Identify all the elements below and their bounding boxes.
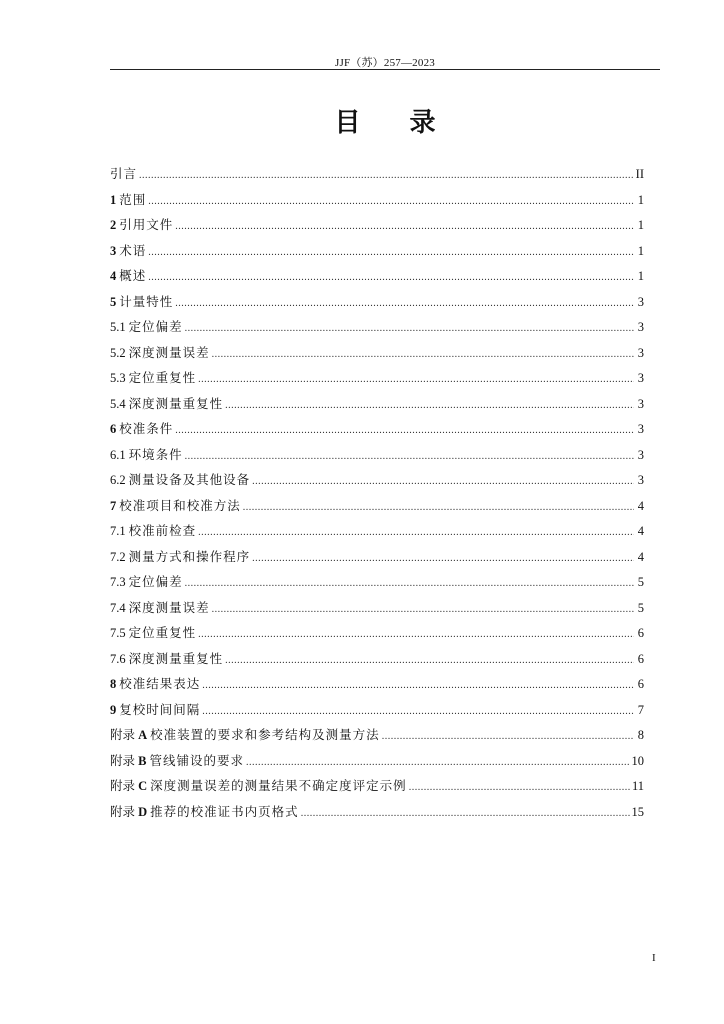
toc-entry[interactable] bbox=[110, 420, 644, 446]
toc-dot-leader bbox=[252, 550, 634, 568]
toc-dot-leader bbox=[175, 218, 634, 236]
toc-dot-leader bbox=[225, 652, 634, 670]
toc-entry[interactable] bbox=[110, 216, 644, 242]
toc-entry[interactable] bbox=[110, 471, 644, 497]
toc-entry-number: 6.2 bbox=[110, 473, 126, 487]
toc-entry-title: 深度测量误差 bbox=[128, 600, 210, 615]
toc-entry[interactable] bbox=[110, 318, 644, 344]
toc-entry[interactable] bbox=[110, 599, 644, 625]
page-title: 目 录 bbox=[334, 108, 456, 138]
toc-entry-title: 校准前检查 bbox=[128, 524, 197, 538]
toc-entry-number: 8 bbox=[110, 677, 117, 691]
toc-entry[interactable] bbox=[110, 369, 644, 395]
toc-entry-title: 深度测量重复性 bbox=[128, 396, 224, 411]
table-of-contents bbox=[110, 165, 644, 828]
toc-entry[interactable] bbox=[110, 803, 644, 829]
toc-entry-title: 计量特性 bbox=[119, 294, 174, 309]
toc-entry-number: 5.3 bbox=[110, 371, 126, 385]
toc-entry-number: 7.1 bbox=[110, 524, 126, 538]
toc-entry-page: 3 bbox=[637, 345, 644, 360]
toc-dot-leader bbox=[301, 805, 630, 823]
toc-entry[interactable] bbox=[110, 573, 644, 599]
toc-entry[interactable] bbox=[110, 675, 644, 701]
toc-entry-number: 4 bbox=[110, 269, 117, 283]
toc-entry-title: 深度测量误差的测量结果不确定度评定示例 bbox=[150, 779, 407, 793]
toc-entry[interactable] bbox=[110, 497, 644, 523]
toc-entry-page: II bbox=[635, 167, 644, 181]
toc-entry[interactable] bbox=[110, 395, 644, 421]
toc-dot-leader bbox=[252, 473, 634, 491]
toc-entry-page: 5 bbox=[637, 600, 644, 615]
toc-entry-number: 6 bbox=[110, 422, 117, 436]
toc-entry-page: 1 bbox=[637, 269, 644, 283]
toc-entry-page: 6 bbox=[637, 626, 644, 640]
toc-entry-number: 5 bbox=[110, 294, 117, 309]
toc-entry-page: 7 bbox=[637, 702, 644, 717]
toc-entry[interactable] bbox=[110, 165, 644, 191]
toc-entry-title: 深度测量误差 bbox=[128, 345, 210, 360]
toc-entry[interactable] bbox=[110, 267, 644, 293]
toc-entry-page: 4 bbox=[637, 498, 644, 513]
toc-entry-page: 3 bbox=[637, 294, 644, 309]
toc-entry-number: 7.4 bbox=[110, 600, 126, 615]
toc-entry[interactable] bbox=[110, 242, 644, 268]
toc-entry-page: 3 bbox=[637, 422, 644, 436]
toc-entry-title: 测量设备及其他设备 bbox=[128, 473, 251, 487]
toc-dot-leader bbox=[409, 779, 630, 797]
toc-entry-number: 3 bbox=[110, 243, 117, 258]
toc-entry-page: 1 bbox=[637, 243, 644, 258]
toc-entry[interactable] bbox=[110, 650, 644, 676]
toc-entry-page: 11 bbox=[631, 779, 644, 793]
toc-entry[interactable] bbox=[110, 624, 644, 650]
toc-entry-title: 管线铺设的要求 bbox=[149, 753, 244, 768]
toc-entry-page: 3 bbox=[637, 473, 644, 487]
toc-entry-number: 6.1 bbox=[110, 447, 126, 462]
toc-entry[interactable] bbox=[110, 752, 644, 778]
toc-entry[interactable] bbox=[110, 446, 644, 472]
toc-entry[interactable] bbox=[110, 293, 644, 319]
toc-entry-title: 测量方式和操作程序 bbox=[128, 549, 251, 564]
toc-entry-title: 复校时间间隔 bbox=[119, 702, 201, 717]
toc-entry-title: 范围 bbox=[119, 192, 147, 207]
header-divider bbox=[110, 69, 660, 70]
toc-entry-title: 校准装置的要求和参考结构及测量方法 bbox=[150, 728, 380, 742]
toc-entry-number: 5.1 bbox=[110, 320, 126, 334]
toc-entry-number: 2 bbox=[110, 218, 117, 232]
toc-entry-number: 9 bbox=[110, 702, 117, 717]
toc-entry-page: 3 bbox=[637, 396, 644, 411]
toc-dot-leader bbox=[185, 575, 634, 593]
toc-entry-number: 7.6 bbox=[110, 651, 126, 666]
toc-entry-number: 7 bbox=[110, 498, 117, 513]
toc-entry-page: 3 bbox=[637, 447, 644, 462]
toc-entry-title: 环境条件 bbox=[128, 447, 183, 462]
toc-entry-number: 附录 A bbox=[110, 728, 148, 742]
toc-entry-number: 5.2 bbox=[110, 345, 126, 360]
toc-dot-leader bbox=[175, 422, 634, 440]
toc-entry[interactable] bbox=[110, 522, 644, 548]
toc-entry-title: 引言 bbox=[110, 167, 138, 181]
toc-entry-page: 1 bbox=[637, 218, 644, 232]
toc-entry[interactable] bbox=[110, 548, 644, 574]
toc-entry-title: 概述 bbox=[119, 269, 147, 283]
toc-dot-leader bbox=[212, 346, 634, 364]
toc-entry[interactable] bbox=[110, 777, 644, 803]
page-number: I bbox=[652, 952, 656, 964]
toc-dot-leader bbox=[225, 397, 634, 415]
toc-entry-page: 6 bbox=[637, 677, 644, 691]
toc-entry-page: 3 bbox=[637, 371, 644, 385]
toc-entry-page: 8 bbox=[637, 728, 644, 742]
toc-entry-number: 5.4 bbox=[110, 396, 126, 411]
toc-dot-leader bbox=[139, 167, 634, 185]
toc-entry-title: 校准条件 bbox=[119, 422, 174, 436]
toc-dot-leader bbox=[382, 728, 634, 746]
toc-dot-leader bbox=[175, 295, 634, 313]
toc-entry-title: 引用文件 bbox=[119, 218, 174, 232]
toc-entry-number: 1 bbox=[110, 192, 117, 207]
toc-entry-page: 4 bbox=[637, 549, 644, 564]
toc-entry[interactable] bbox=[110, 344, 644, 370]
toc-entry-page: 15 bbox=[631, 804, 644, 819]
toc-entry[interactable] bbox=[110, 191, 644, 217]
document-code-header: JJF（苏）257—2023 bbox=[335, 57, 435, 69]
toc-entry-number: 附录 B bbox=[110, 753, 147, 768]
toc-entry-title: 定位偏差 bbox=[128, 320, 183, 334]
toc-entry-number: 附录 D bbox=[110, 804, 148, 819]
toc-entry-title: 深度测量重复性 bbox=[128, 651, 224, 666]
toc-entry-number: 附录 C bbox=[110, 779, 148, 793]
toc-entry-number: 7.5 bbox=[110, 626, 126, 640]
toc-entry-page: 5 bbox=[637, 575, 644, 589]
toc-dot-leader bbox=[198, 371, 634, 389]
toc-dot-leader bbox=[243, 499, 634, 517]
toc-entry-number: 7.2 bbox=[110, 549, 126, 564]
toc-entry-title: 定位偏差 bbox=[128, 575, 183, 589]
toc-entry-title: 术语 bbox=[119, 243, 147, 258]
toc-entry[interactable] bbox=[110, 701, 644, 727]
toc-dot-leader bbox=[185, 320, 634, 338]
toc-entry-page: 10 bbox=[631, 753, 644, 768]
toc-dot-leader bbox=[202, 677, 634, 695]
toc-dot-leader bbox=[148, 244, 634, 262]
toc-dot-leader bbox=[198, 524, 634, 542]
toc-dot-leader bbox=[185, 448, 634, 466]
toc-entry-title: 推荐的校准证书内页格式 bbox=[150, 804, 299, 819]
toc-entry-title: 校准项目和校准方法 bbox=[119, 498, 241, 513]
toc-entry-page: 4 bbox=[637, 524, 644, 538]
toc-entry-page: 6 bbox=[637, 651, 644, 666]
toc-entry-page: 1 bbox=[637, 192, 644, 207]
toc-dot-leader bbox=[212, 601, 634, 619]
toc-entry-title: 定位重复性 bbox=[128, 626, 197, 640]
toc-dot-leader bbox=[202, 703, 634, 721]
toc-dot-leader bbox=[246, 754, 630, 772]
toc-dot-leader bbox=[148, 269, 634, 287]
toc-entry-title: 定位重复性 bbox=[128, 371, 197, 385]
toc-dot-leader bbox=[148, 193, 634, 211]
toc-entry-number: 7.3 bbox=[110, 575, 126, 589]
toc-entry-page: 3 bbox=[637, 320, 644, 334]
toc-entry[interactable] bbox=[110, 726, 644, 752]
toc-dot-leader bbox=[198, 626, 634, 644]
toc-entry-title: 校准结果表达 bbox=[119, 677, 201, 691]
